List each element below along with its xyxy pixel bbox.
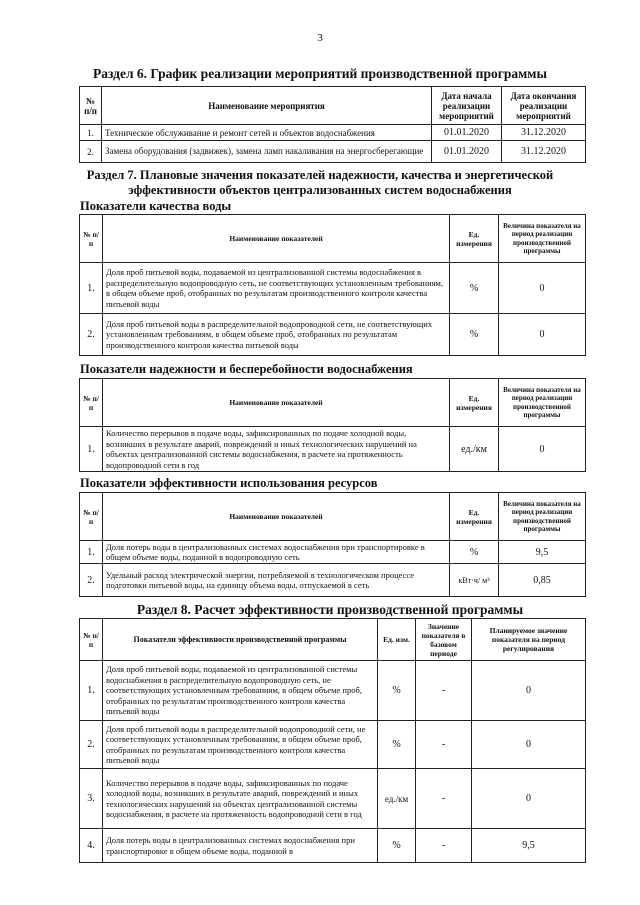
row-base: -: [416, 661, 472, 721]
table-header-row: [80, 87, 586, 125]
row-name: Доля проб питьевой воды в распределительной водопроводной сети, не соответствующих установленным требованиям, в общем объеме проб, отобранных по результатам производственного контроля качества питьевой воды: [103, 314, 450, 356]
row-name: Доля проб питьевой воды, подаваемой из централизованной системы водоснабжения в распределительную водопроводную сеть, не соответствующих установленным требованиям, в общем объеме проб, отобранных по результатам производственного контроля качества питьевой воды: [103, 661, 378, 721]
table-row: [80, 661, 586, 721]
row-name: Техническое обслуживание и ремонт сетей и объектов водоснабжения: [102, 125, 432, 141]
row-name: Удельный расход электрической энергии, потребляемой в технологическом процессе подготовки питьевой воды, на единицу объема воды, отпускаемой в сеть: [103, 564, 450, 597]
row-name: Доля проб питьевой воды в распределительной водопроводной сети, не соответствующих установленным требованиям, в общем объеме проб, отобранных по результатам производственного контроля качества питьевой воды: [103, 721, 378, 769]
row-num: 2.: [80, 314, 103, 356]
row-num: 1.: [80, 263, 103, 314]
col-header-num: № п/п: [80, 493, 103, 541]
table-row: [80, 721, 586, 769]
table-header-row: [80, 379, 586, 427]
row-unit: %: [450, 314, 499, 356]
col-header-name: Наименование мероприятия: [102, 87, 432, 125]
row-plan: 9,5: [472, 829, 586, 863]
row-num: 4.: [80, 829, 103, 863]
section-6-title: Раздел 6. График реализации мероприятий производственной программы: [92, 66, 548, 81]
col-header-name: Наименование показателей: [103, 379, 450, 427]
col-header-end: Дата окончания реализации мероприятий: [502, 87, 586, 125]
row-name: Количество перерывов в подаче воды, зафиксированных по подаче холодной воды, возникших в результате аварий, повреждений и иных технологических нарушений на объектах централизованной системы водоснабжения, в расчете на протяженность водопроводной сети в год: [103, 769, 378, 829]
col-header-num: № п/п: [80, 379, 103, 427]
row-value: 0: [499, 314, 586, 356]
row-plan: 0: [472, 769, 586, 829]
table-row: [80, 125, 586, 141]
row-unit: ед./км: [450, 427, 499, 472]
row-num: 2.: [80, 721, 103, 769]
efficiency-subtitle: Показатели эффективности использования ресурсов: [80, 476, 378, 490]
row-start-date: 01.01.2020: [432, 141, 502, 163]
col-header-unit: Ед. измерения: [450, 379, 499, 427]
table-row: [80, 141, 586, 163]
row-num: 1.: [80, 661, 103, 721]
table-row: [80, 541, 586, 564]
row-end-date: 31.12.2020: [502, 125, 586, 141]
col-header-unit: Ед. изм.: [378, 619, 416, 661]
row-unit: ед./км: [378, 769, 416, 829]
col-header-plan: Планируемое значение показателя на период регулирования: [472, 619, 586, 661]
col-header-unit: Ед. измерения: [450, 215, 499, 263]
col-header-base: Значение показателя в базовом периоде: [416, 619, 472, 661]
table-row: [80, 427, 586, 472]
row-num: 1.: [80, 427, 103, 472]
row-plan: 0: [472, 661, 586, 721]
row-base: -: [416, 721, 472, 769]
table-header-row: [80, 619, 586, 661]
quality-subtitle: Показатели качества воды: [80, 199, 232, 213]
row-base: -: [416, 769, 472, 829]
col-header-num: № п/п: [80, 215, 103, 263]
row-start-date: 01.01.2020: [432, 125, 502, 141]
row-name: Доля потерь воды в централизованных системах водоснабжения при транспортировке в общем объеме воды, поданной в водопроводную сеть: [103, 541, 450, 564]
row-name: Доля проб питьевой воды, подаваемой из централизованной системы водоснабжения в распределительную водопроводную сеть, не соответствующих установленным требованиям, в общем объеме проб, отобранных по результатам производственного контроля качества питьевой воды: [103, 263, 450, 314]
row-num: 3.: [80, 769, 103, 829]
col-header-value: Величина показателя на период реализации производственной программы: [499, 493, 586, 541]
reliability-table: [79, 378, 586, 472]
col-header-value: Величина показателя на период реализации производственной программы: [499, 215, 586, 263]
row-value: 0: [499, 427, 586, 472]
col-header-name: Наименование показателей: [103, 493, 450, 541]
table-header-row: [80, 493, 586, 541]
col-header-start: Дата начала реализации мероприятий: [432, 87, 502, 125]
reliability-subtitle: Показатели надежности и бесперебойности водоснабжения: [80, 362, 413, 376]
col-header-name: Показатели эффективности производственной программы: [103, 619, 378, 661]
table-row: [80, 829, 586, 863]
col-header-value: Величина показателя на период реализации производственной программы: [499, 379, 586, 427]
row-unit: %: [378, 721, 416, 769]
row-num: 1.: [80, 541, 103, 564]
row-base: -: [416, 829, 472, 863]
section-7-title-line2: эффективности объектов централизованных систем водоснабжения: [128, 183, 512, 197]
page-number: 3: [317, 32, 323, 44]
table-row: [80, 314, 586, 356]
row-value: 0,85: [499, 564, 586, 597]
row-unit: %: [378, 829, 416, 863]
row-unit: %: [450, 263, 499, 314]
efficiency-table: [79, 492, 586, 597]
row-num: 1.: [80, 125, 102, 141]
col-header-name: Наименование показателей: [103, 215, 450, 263]
table-row: [80, 564, 586, 597]
section-8-title: Раздел 8. Расчет эффективности производственной программы: [136, 602, 524, 617]
row-name: Количество перерывов в подаче воды, зафиксированных по подаче холодной воды, возникших в результате аварий, повреждений и иных технологических нарушений на объектах централизованной системы водоснабжения, в расчете на протяженность водопроводной сети в год: [103, 427, 450, 472]
row-plan: 0: [472, 721, 586, 769]
section-7-title-line1: Раздел 7. Плановые значения показателей надежности, качества и энергетической: [86, 168, 554, 182]
row-value: 9,5: [499, 541, 586, 564]
col-header-num: № п/п: [80, 619, 103, 661]
row-value: 0: [499, 263, 586, 314]
row-name: Замена оборудования (задвижек), замена ламп накаливания на энергосберегающие: [102, 141, 432, 163]
row-end-date: 31.12.2020: [502, 141, 586, 163]
row-num: 2.: [80, 141, 102, 163]
schedule-table: [79, 86, 586, 163]
col-header-unit: Ед. измерения: [450, 493, 499, 541]
row-num: 2.: [80, 564, 103, 597]
row-unit: %: [378, 661, 416, 721]
col-header-num: № п/п: [80, 87, 102, 125]
quality-table: [79, 214, 586, 356]
efficiency-calculation-table: [79, 618, 586, 863]
table-row: [80, 263, 586, 314]
table-row: [80, 769, 586, 829]
row-unit: кВт·ч/ м³: [450, 564, 499, 597]
row-name: Доля потерь воды в централизованных системах водоснабжения при транспортировке в общем объеме воды, поданной в: [103, 829, 378, 863]
table-header-row: [80, 215, 586, 263]
row-unit: %: [450, 541, 499, 564]
